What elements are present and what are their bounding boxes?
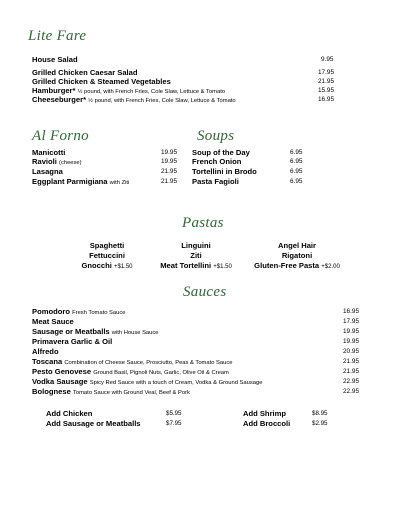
sauce-price: 19.95 <box>343 338 359 345</box>
sauce-item: Bolognese Tomato Sauce with Ground Veal, Beef & Pork <box>32 387 190 396</box>
lite-fare-item: Hamburger* ½ pound, with French Fries, Cole Slaw, Lettuce & Tomato <box>32 86 226 95</box>
pastas-heading: Pastas <box>182 215 224 231</box>
soup-item: Soup of the Day <box>192 148 250 157</box>
lite-fare-price: 17.95 <box>318 69 334 76</box>
lite-fare-item: Grilled Chicken Caesar Salad <box>32 68 138 77</box>
lite-fare-item: Cheeseburger* ½ pound, with French Fries, Cole Slaw, Lettuce & Tomato <box>32 95 236 104</box>
soup-price: 6.95 <box>290 168 303 175</box>
al-forno-item: Manicotti <box>32 148 66 157</box>
lite-fare-price: 21.95 <box>318 78 334 85</box>
al-forno-price: 21.95 <box>161 178 177 185</box>
lite-fare-heading: Lite Fare <box>28 28 87 44</box>
soup-item: French Onion <box>192 157 242 166</box>
al-forno-item: Ravioli (cheese) <box>32 157 82 166</box>
al-forno-price: 19.95 <box>161 149 177 156</box>
pasta-item: Ziti <box>190 251 202 260</box>
lite-fare-price: 15.95 <box>318 87 334 94</box>
addon-item: Add Broccoli <box>243 419 291 428</box>
sauce-price: 16.95 <box>343 308 359 315</box>
soup-price: 6.95 <box>290 158 303 165</box>
lite-fare-price: 9.95 <box>321 56 334 63</box>
sauce-item: Pesto Genovese Ground Basil, Pignoli Nuts, Garlic, Olive Oil & Cream <box>32 367 229 376</box>
sauces-heading: Sauces <box>183 284 227 300</box>
addon-price: $7.95 <box>166 420 182 427</box>
pasta-item: Fettuccini <box>89 251 125 260</box>
addon-item: Add Chicken <box>46 409 93 418</box>
soups-heading: Soups <box>197 128 235 144</box>
addon-item: Add Sausage or Meatballs <box>46 419 141 428</box>
sauce-price: 22.95 <box>343 388 359 395</box>
sauce-item: Vodka Sausage Spicy Red Sauce with a touch of Cream, Vodka & Ground Sausage <box>32 377 263 386</box>
al-forno-item: Eggplant Parmigiana with Ziti <box>32 177 130 186</box>
pasta-item: Gluten-Free Pasta +$2.00 <box>254 261 340 270</box>
sauce-item: Alfredo <box>32 347 59 356</box>
pasta-item: Linguini <box>181 241 211 250</box>
pasta-item: Rigatoni <box>281 251 313 260</box>
sauce-item: Primavera Garlic & Oil <box>32 337 113 346</box>
soup-item: Tortellini in Brodo <box>192 167 257 176</box>
lite-fare-item: House Salad <box>32 55 78 64</box>
al-forno-price: 21.95 <box>161 168 177 175</box>
sauce-item: Toscana Combination of Cheese Sauce, Prosciutto, Peas & Tomato Sauce <box>32 357 233 366</box>
pasta-item: Meat Tortellini +$1.50 <box>160 261 232 270</box>
sauce-price: 17.95 <box>343 318 359 325</box>
addon-price: $2.95 <box>312 420 328 427</box>
lite-fare-price: 16.95 <box>318 96 334 103</box>
addon-price: $8.95 <box>312 410 328 417</box>
lite-fare-item: Grilled Chicken & Steamed Vegetables <box>32 77 171 86</box>
soup-item: Pasta Fagioli <box>192 177 239 186</box>
sauce-price: 22.95 <box>343 378 359 385</box>
sauce-price: 19.95 <box>343 328 359 335</box>
pasta-item: Spaghetti <box>89 241 125 250</box>
pasta-item: Gnocchi +$1.50 <box>81 261 133 270</box>
sauce-price: 21.95 <box>343 368 359 375</box>
sauce-item: Pomodoro Fresh Tomato Sauce <box>32 307 126 316</box>
sauce-item: Meat Sauce <box>32 317 74 326</box>
pasta-item: Angel Hair <box>278 241 316 250</box>
al-forno-price: 19.95 <box>161 158 177 165</box>
al-forno-heading: Al Forno <box>32 128 89 144</box>
soup-price: 6.95 <box>290 178 303 185</box>
soup-price: 6.95 <box>290 149 303 156</box>
sauce-price: 20.95 <box>343 348 359 355</box>
al-forno-item: Lasagna <box>32 167 63 176</box>
sauce-price: 21.95 <box>343 358 359 365</box>
addon-price: $5.95 <box>166 410 182 417</box>
addon-item: Add Shrimp <box>243 409 287 418</box>
sauce-item: Sausage or Meatballs with House Sauce <box>32 327 159 336</box>
